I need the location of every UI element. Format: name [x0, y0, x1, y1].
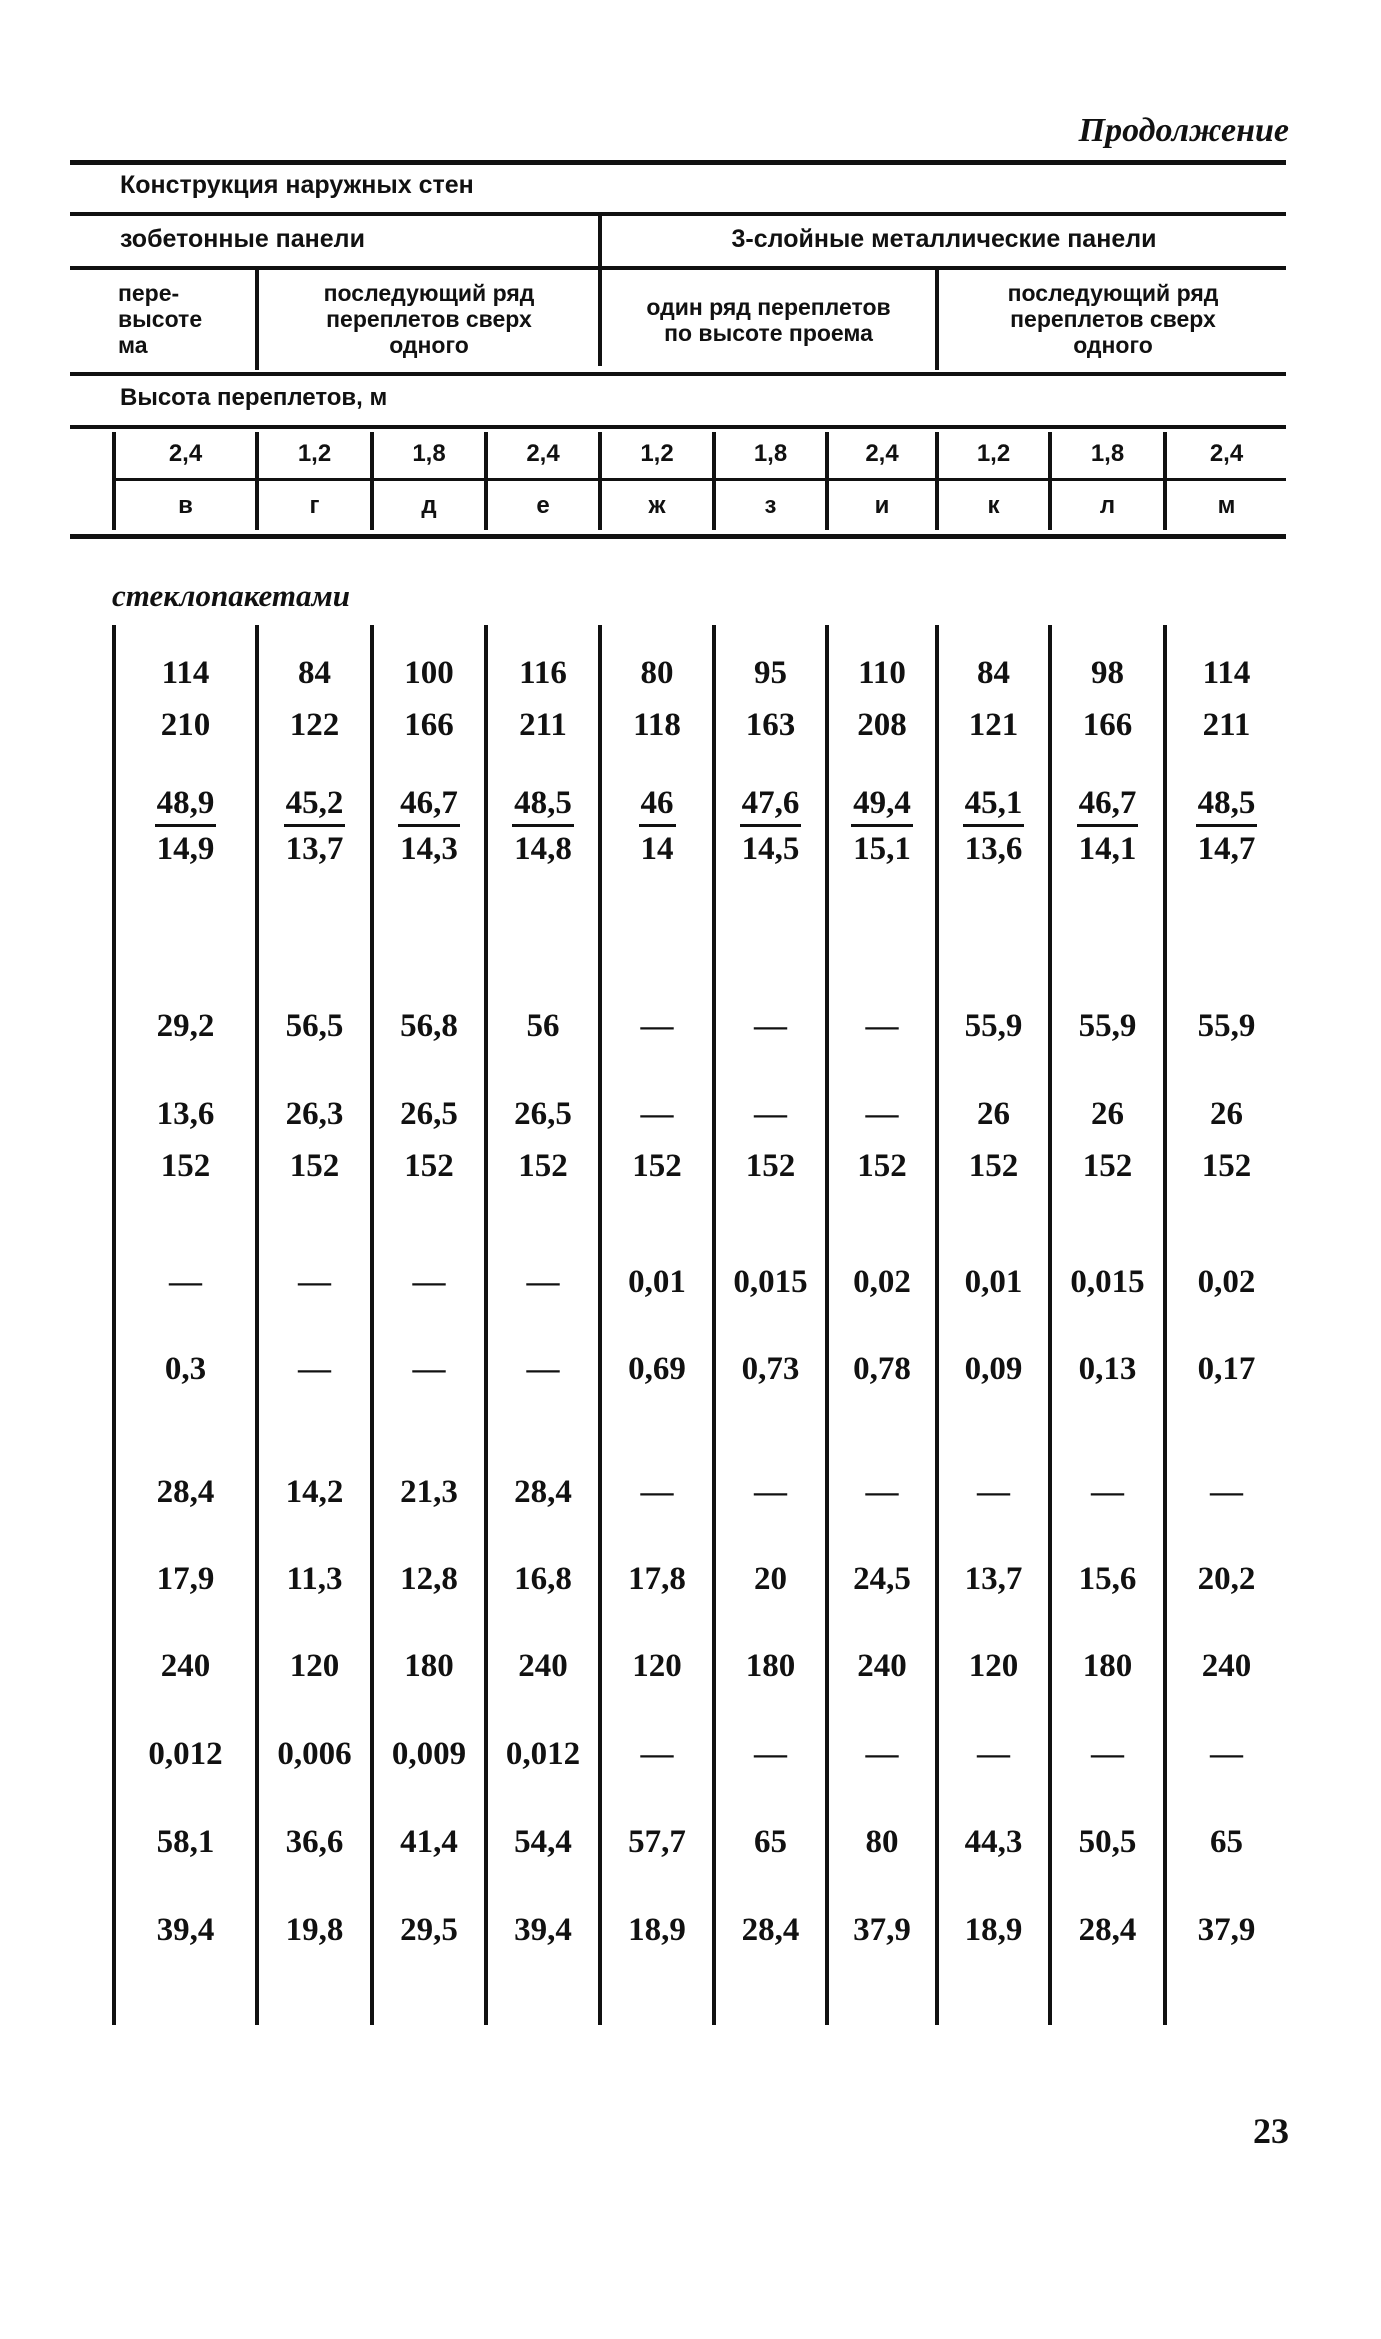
- group-label-metal: 3-слойные металлические панели: [731, 225, 1157, 253]
- rule-subheads: [70, 372, 1286, 376]
- fraction-cell: [488, 785, 598, 868]
- table-cell: 15,6: [1078, 1561, 1137, 1597]
- rule-top: [70, 160, 1286, 165]
- table-cell: 16,8: [514, 1561, 572, 1597]
- continuation-label: Продолжение: [1078, 112, 1289, 149]
- table-cell: 180: [745, 1648, 796, 1684]
- table-cell: 84: [298, 655, 331, 691]
- page-number: 23: [1253, 2111, 1289, 2151]
- table-cell: 55,9: [1197, 1008, 1256, 1044]
- frame-height-cell: 2,4: [168, 440, 203, 467]
- table-cell: 211: [519, 707, 567, 743]
- table-cell: 152: [1201, 1148, 1252, 1184]
- frame-height-cell: 2,4: [1209, 440, 1244, 467]
- fraction-cell: [829, 785, 935, 868]
- table-cell: —: [1210, 1736, 1243, 1772]
- table-cell: —: [640, 1008, 674, 1044]
- column-letter-cell: г: [309, 492, 320, 519]
- table-cell: 44,3: [964, 1824, 1023, 1860]
- table-cell: 163: [745, 707, 796, 743]
- table-cell: 0,13: [1078, 1351, 1137, 1387]
- table-cell: 11,3: [286, 1561, 343, 1597]
- frame-height-cell: 2,4: [865, 440, 899, 467]
- frame-height-cell: 1,2: [640, 440, 674, 467]
- rule-groups: [70, 266, 1286, 270]
- fraction-cell: [939, 785, 1048, 868]
- table-cell: 152: [632, 1148, 682, 1184]
- column-letter-cell: к: [987, 492, 1000, 519]
- table-cell: 29,2: [156, 1008, 215, 1044]
- table-cell: 211: [1202, 707, 1251, 743]
- table-cell: 0,09: [964, 1351, 1023, 1387]
- fraction-numerator: 45,2: [284, 785, 346, 827]
- table-cell: —: [754, 1008, 787, 1044]
- table-cell: —: [865, 1474, 899, 1510]
- table-cell: —: [298, 1264, 331, 1300]
- table-cell: —: [412, 1264, 446, 1300]
- table-cell: 28,4: [514, 1474, 572, 1510]
- subhead-b: последующий ряд переплетов сверх одного: [323, 280, 535, 358]
- table-cell: 0,3: [164, 1351, 207, 1387]
- table-cell: 166: [404, 707, 454, 743]
- table-cell: —: [865, 1008, 899, 1044]
- frame-height-cell: 1,8: [1090, 440, 1125, 467]
- table-cell: 39,4: [156, 1912, 215, 1948]
- table-cell: 0,012: [148, 1736, 223, 1772]
- table-cell: 37,9: [1197, 1912, 1256, 1948]
- table-cell: —: [754, 1474, 787, 1510]
- table-cell: 0,17: [1197, 1351, 1256, 1387]
- table-cell: 55,9: [1078, 1008, 1137, 1044]
- table-cell: 56,8: [400, 1008, 458, 1044]
- table-cell: 50,5: [1078, 1824, 1137, 1860]
- table-cell: 14,2: [285, 1474, 344, 1510]
- table-cell: 54,4: [514, 1824, 572, 1860]
- table-cell: 95: [754, 655, 787, 691]
- table-cell: 180: [1082, 1648, 1133, 1684]
- table-cell: 114: [1202, 655, 1251, 691]
- fraction-numerator: 46: [639, 785, 676, 827]
- table-cell: —: [526, 1351, 560, 1387]
- table-cell: 28,4: [741, 1912, 800, 1948]
- fraction-numerator: 48,5: [512, 785, 574, 827]
- table-cell: —: [640, 1736, 674, 1772]
- rule-header-bottom: [70, 534, 1286, 539]
- fraction-denominator: 15,1: [853, 831, 911, 867]
- table-cell: 114: [161, 655, 210, 691]
- table-cell: 152: [518, 1148, 568, 1184]
- fraction-numerator: 46,7: [398, 785, 460, 827]
- frame-height-cell: 1,8: [753, 440, 788, 467]
- table-cell: 20,2: [1197, 1561, 1256, 1597]
- subhead-a: пере- высоте ма: [118, 280, 203, 358]
- table-cell: —: [1210, 1474, 1243, 1510]
- table-cell: 120: [632, 1648, 682, 1684]
- table-cell: 152: [968, 1148, 1019, 1184]
- table-cell: 56: [526, 1008, 560, 1044]
- rule-heights: [112, 478, 1286, 481]
- table-cell: 100: [404, 655, 454, 691]
- table-cell: 210: [160, 707, 211, 743]
- column-letter-cell: м: [1217, 492, 1236, 519]
- table-cell: 240: [518, 1648, 568, 1684]
- table-cell: 0,015: [1070, 1264, 1145, 1300]
- table-cell: 26,3: [285, 1096, 344, 1132]
- fraction-denominator: 14,7: [1197, 831, 1256, 867]
- fraction-cell: [259, 785, 370, 868]
- fraction-denominator: 14,9: [156, 831, 215, 867]
- fraction-numerator: 45,1: [963, 785, 1025, 827]
- column-letter-cell: л: [1099, 492, 1116, 519]
- table-cell: 152: [289, 1148, 340, 1184]
- table-cell: 152: [745, 1148, 796, 1184]
- table-cell: 0,015: [733, 1264, 808, 1300]
- table-cell: 166: [1082, 707, 1133, 743]
- fraction-denominator: 14,8: [514, 831, 572, 867]
- table-cell: 55,9: [964, 1008, 1023, 1044]
- table-cell: 152: [1082, 1148, 1133, 1184]
- table-cell: 26,5: [514, 1096, 572, 1132]
- table-cell: 57,7: [628, 1824, 686, 1860]
- table-cell: 28,4: [1078, 1912, 1137, 1948]
- table-cell: 17,8: [628, 1561, 686, 1597]
- table-cell: 20: [754, 1561, 787, 1597]
- table-cell: 36,6: [285, 1824, 344, 1860]
- fraction-cell: [1167, 785, 1286, 868]
- table-cell: 0,78: [853, 1351, 911, 1387]
- table-cell: 56,5: [285, 1008, 344, 1044]
- table-cell: 240: [1201, 1648, 1252, 1684]
- table-cell: —: [640, 1096, 674, 1132]
- fraction-cell: [1052, 785, 1163, 868]
- table-cell: —: [865, 1736, 899, 1772]
- table-cell: 12,8: [400, 1561, 458, 1597]
- fraction-numerator: 47,6: [740, 785, 802, 827]
- column-letter-cell: з: [764, 492, 777, 519]
- table-cell: —: [298, 1351, 331, 1387]
- height-label: Высота переплетов, м: [120, 384, 388, 411]
- table-cell: 118: [633, 707, 681, 743]
- table-cell: —: [412, 1351, 446, 1387]
- table-cell: 98: [1091, 655, 1124, 691]
- table-cell: 18,9: [628, 1912, 686, 1948]
- table-cell: 208: [857, 707, 907, 743]
- table-cell: —: [526, 1264, 560, 1300]
- subhead-d: последующий ряд переплетов сверх одного: [1007, 280, 1219, 358]
- table-cell: 80: [865, 1824, 899, 1860]
- table-cell: 21,3: [400, 1474, 458, 1510]
- table-cell: 240: [857, 1648, 907, 1684]
- subhead-divider-right: [935, 270, 939, 370]
- fraction-numerator: 48,5: [1196, 785, 1258, 827]
- table-cell: 180: [404, 1648, 454, 1684]
- table-cell: —: [1091, 1736, 1124, 1772]
- table-cell: 58,1: [156, 1824, 215, 1860]
- table-cell: 240: [160, 1648, 211, 1684]
- table-cell: 0,012: [505, 1736, 581, 1772]
- frame-height-cell: 1,2: [976, 440, 1011, 467]
- table-cell: 84: [977, 655, 1010, 691]
- table-cell: 26: [1210, 1096, 1243, 1132]
- fraction-denominator: 13,6: [964, 831, 1023, 867]
- table-cell: 26: [1091, 1096, 1124, 1132]
- table-cell: —: [754, 1096, 787, 1132]
- table-cell: 28,4: [156, 1474, 215, 1510]
- table-cell: —: [865, 1096, 899, 1132]
- group-label-concrete: зобетонные панели: [120, 225, 365, 253]
- table-cell: 0,73: [741, 1351, 800, 1387]
- column-letter-cell: и: [874, 492, 890, 519]
- subhead-c: один ряд переплетов по высоте проема: [646, 294, 891, 346]
- table-cell: 0,006: [277, 1736, 352, 1772]
- fraction-denominator: 14,1: [1078, 831, 1137, 867]
- table-cell: 39,4: [514, 1912, 572, 1948]
- table-cell: 0,02: [1197, 1264, 1256, 1300]
- fraction-denominator: 14,5: [741, 831, 800, 867]
- fraction-denominator: 13,7: [285, 831, 344, 867]
- table-cell: 121: [968, 707, 1019, 743]
- table-cell: 0,01: [964, 1264, 1023, 1300]
- fraction-cell: [116, 785, 255, 868]
- table-cell: 110: [858, 655, 906, 691]
- table-cell: 13,6: [156, 1096, 215, 1132]
- rule-title: [70, 212, 1286, 216]
- table-cell: 37,9: [853, 1912, 911, 1948]
- fraction-denominator: 14,3: [400, 831, 458, 867]
- table-cell: —: [640, 1474, 674, 1510]
- frame-height-cell: 1,2: [297, 440, 332, 467]
- table-cell: 17,9: [156, 1561, 215, 1597]
- fraction-cell: [716, 785, 825, 868]
- table-cell: 0,01: [628, 1264, 686, 1300]
- table-cell: 18,9: [964, 1912, 1023, 1948]
- fraction-numerator: 49,4: [851, 785, 913, 827]
- fraction-numerator: 46,7: [1077, 785, 1139, 827]
- section-title: стеклопакетами: [112, 578, 350, 613]
- table-cell: 0,02: [853, 1264, 911, 1300]
- table-cell: 26,5: [400, 1096, 458, 1132]
- frame-height-cell: 2,4: [526, 440, 560, 467]
- table-cell: 152: [857, 1148, 907, 1184]
- table-cell: —: [169, 1264, 202, 1300]
- table-cell: 65: [1210, 1824, 1243, 1860]
- table-cell: 120: [968, 1648, 1019, 1684]
- table-cell: 19,8: [285, 1912, 344, 1948]
- table-cell: 13,7: [964, 1561, 1023, 1597]
- column-letter-cell: в: [178, 492, 193, 519]
- table-cell: —: [754, 1736, 787, 1772]
- table-cell: 0,009: [391, 1736, 467, 1772]
- column-letter-cell: ж: [648, 492, 666, 519]
- table-cell: 152: [404, 1148, 454, 1184]
- fraction-cell: [374, 785, 484, 868]
- table-cell: 29,5: [400, 1912, 458, 1948]
- table-title: Конструкция наружных стен: [120, 171, 474, 199]
- table-cell: 0,69: [628, 1351, 686, 1387]
- table-cell: 122: [289, 707, 340, 743]
- table-cell: 120: [289, 1648, 340, 1684]
- table-cell: —: [1091, 1474, 1124, 1510]
- rule-height-label: [70, 425, 1286, 429]
- table-cell: 116: [519, 655, 567, 691]
- table-cell: 41,4: [400, 1824, 458, 1860]
- table-cell: 80: [640, 655, 674, 691]
- table-cell: 152: [160, 1148, 211, 1184]
- fraction-numerator: 48,9: [155, 785, 217, 827]
- column-letter-cell: е: [536, 492, 550, 519]
- table-cell: 65: [754, 1824, 787, 1860]
- column-letter-cell: д: [421, 492, 437, 519]
- table-cell: —: [977, 1474, 1010, 1510]
- fraction-denominator: 14: [640, 831, 674, 867]
- table-cell: 26: [977, 1096, 1010, 1132]
- table-cell: 24,5: [853, 1561, 911, 1597]
- fraction-cell: [602, 785, 712, 868]
- frame-height-cell: 1,8: [412, 440, 446, 467]
- subhead-divider-left: [255, 270, 259, 370]
- table-cell: —: [977, 1736, 1010, 1772]
